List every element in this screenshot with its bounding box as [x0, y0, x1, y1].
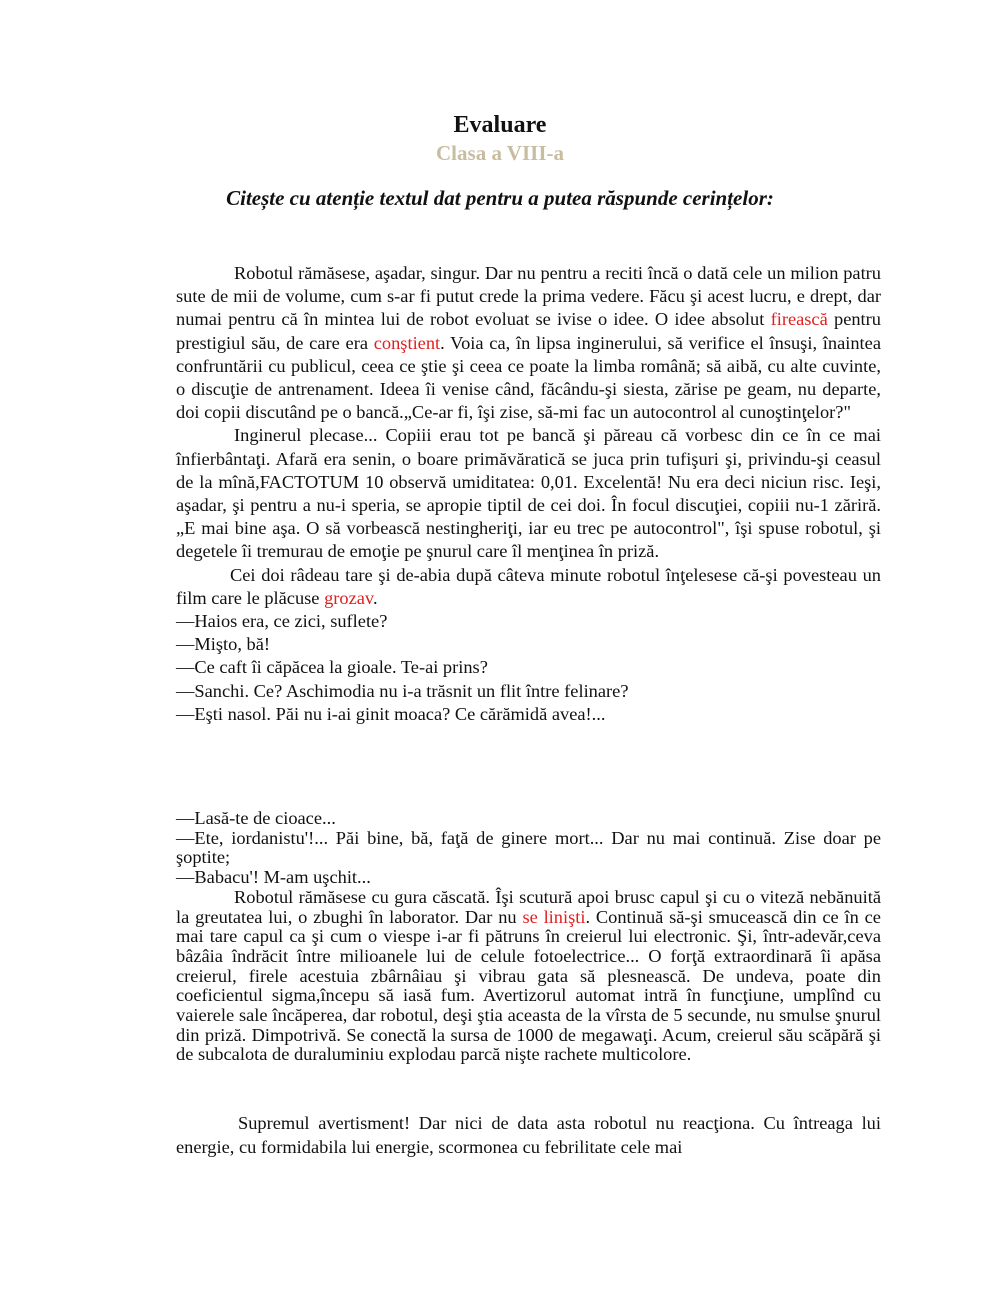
- instruction-line: Citește cu atenție textul dat pentru a putea răspunde cerințelor:: [226, 186, 774, 210]
- page-subtitle: Clasa a VIII-a: [436, 141, 564, 165]
- dialog-line: —Ce caft îi căpăcea la gioale. Te-ai prins?: [176, 657, 488, 678]
- dialog-line: —Sanchi. Ce? Aschimodia nu i-a trăsnit un flit între felinare?: [176, 680, 629, 701]
- text-block-2: [176, 809, 881, 1065]
- dialog-line: —Babacu'! M-am uşchit...: [176, 867, 371, 888]
- highlight-grozav: grozav: [324, 587, 373, 608]
- dialog-line: —Eşti nasol. Păi nu i-ai ginit moaca? Ce cărămidă avea!...: [176, 703, 606, 724]
- highlight-fireasca: firească: [770, 309, 828, 330]
- paragraph-2: Inginerul plecase... Copiii erau tot pe bancă şi păreau că vorbesc din ce în ce mai înfierbântaţi. Afară era senin, o boare primăvăratică se juca prin tufişuri şi, privindu-şi ceasul de la mînă,FACTOTUM 10 observă umiditatea: 0,01. Excelentă! Nu era deci niciun risc. Ieşi, aşadar, şi pentru a nu-i speria, se apropie tiptil de cei doi. În focul discuţiei, copiii nu-1 zăriră.„E mai bine aşa. O să vorbească nestingheriţi, iar eu trec pe autocontrol", îşi spuse robotul, şi degetele îi tremurau de emoţie pe şnurul care îl menţinea în priză.: [176, 425, 881, 562]
- dialog-line: —Ete, iordanistu'!... Păi bine, bă, faţă de ginere mort... Dar nu mai continuă. Zise doar pe şoptite;: [176, 827, 881, 868]
- text-block-1: [176, 262, 881, 726]
- dialog-line: —Haios era, ce zici, suflete?: [176, 611, 388, 632]
- highlight-constient: conştient: [373, 332, 441, 353]
- page-title: Evaluare: [453, 112, 547, 138]
- dialog-line: —Mişto, bă!: [176, 634, 270, 655]
- paragraph-1: Robotul rămăsese, aşadar, singur. Dar nu pentru a reciti încă o dată cele un milion patru sute de mii de volume, cum s-ar fi putut crede la prima vedere. Făcu şi acest lucru, e drept, dar numai pentru că în mintea lui de robot evoluat se ivise o idee. O idee absolut firească pentru prestigiul său, de care era conştient. Voia ca, în lipsa inginerului, să verifice el însuşi, înaintea confruntării cu publicul, ceea ce ştie şi ceea ce poate la limba română; să aibă, cu alte cuvinte, o discuţie de antrenament. Ideea îi venise când, făcându-şi siesta, zărise pe geam, nu departe, doi copii discutând pe o bancă.„Ce-ar fi, îşi zise, să-mi fac un autocontrol al cunoştinţelor?": [176, 263, 881, 423]
- paragraph-3: Cei doi râdeau tare şi de-abia după câteva minute robotul înţelesese că-şi povesteau un film care le plăcuse grozav.: [176, 564, 881, 608]
- highlight-se-linisti: se linişti: [522, 906, 586, 927]
- dialog-line: —Lasă-te de cioace...: [176, 808, 336, 828]
- paragraph-4: Robotul rămăsese cu gura căscată. Îşi scutură apoi brusc capul şi cu o viteză nebănuită la greutatea lui, o zbughi în laborator. Dar nu se linişti. Continuă să-şi smucească din ce în ce mai tare capul ca şi cum o viespe i-ar fi pătruns în creierul lui electronic. Şi, într-adevăr,ceva bâzâia îndrăcit între milioanele lui de celule fotoelectrice... O forţă extraordinară îi apăsa creierul, firele acestuia zbârnâiau şi vibrau gata să plesnească. De undeva, poate din coeficientul sigma,începu să iasă fum. Avertizorul automat intră în funcţiune, umplînd cu vaierele sale încăperea, dar robotul, deşi ştia aceasta de la vîrsta de 5 secunde, nu smulse şnurul din priză. Dimpotrivă. Se conectă la sursa de 1000 de megawaţi. Acum, creierul său scăpără şi de subcalota de duraluminiu explodau parcă nişte rachete multicolore.: [176, 886, 881, 1065]
- text-block-3: [176, 1111, 881, 1159]
- paragraph-5: Supremul avertisment! Dar nici de data asta robotul nu reacţiona. Cu întreaga lui energie, cu formidabila lui energie, scormonea cu febrilitate cele mai: [176, 1113, 881, 1157]
